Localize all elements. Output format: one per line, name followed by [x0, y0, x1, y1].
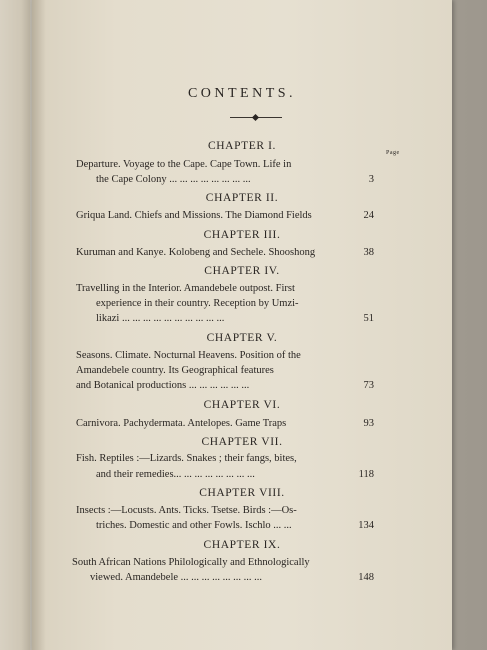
- page-number: 51: [363, 313, 374, 324]
- chapter-title: CHAPTER VII.: [201, 436, 283, 448]
- page-number: 38: [363, 247, 374, 258]
- entry-line: Kuruman and Kanye. Kolobeng and Sechele. Shooshong: [76, 247, 316, 258]
- chapter-title: CHAPTER II.: [205, 192, 279, 204]
- page-number: 3: [368, 174, 374, 185]
- chapter-title: CHAPTER VIII.: [199, 487, 285, 499]
- entry-line: Seasons. Climate. Nocturnal Heavens. Position of the: [76, 350, 301, 361]
- page-number: 73: [363, 380, 374, 391]
- entry-line: triches. Domestic and other Fowls. Ischlo ... ...: [96, 520, 292, 531]
- ornamental-rule-dot: [252, 114, 259, 121]
- entry-line: viewed. Amandebele ... ... ... ... ... ... ... ...: [90, 572, 263, 583]
- contents-heading: CONTENTS.: [187, 86, 297, 101]
- chapter-title: CHAPTER I.: [208, 140, 276, 152]
- book-page: [32, 0, 452, 650]
- chapter-title: CHAPTER III.: [203, 229, 281, 241]
- chapter-title: CHAPTER VI.: [203, 399, 281, 411]
- page-number: 93: [363, 418, 374, 429]
- entry-line: Amandebele country. Its Geographical features: [76, 365, 274, 376]
- page-number: 118: [358, 469, 374, 480]
- entry-line: and their remedies... ... ... ... ... ... ... ...: [96, 469, 255, 480]
- entry-line: South African Nations Philologically and Ethnologically: [72, 557, 310, 568]
- entry-line: the Cape Colony ... ... ... ... ... ... ... ...: [96, 174, 251, 185]
- entry-line: Carnivora. Pachydermata. Antelopes. Game Traps: [76, 418, 287, 429]
- chapter-title: CHAPTER V.: [206, 332, 278, 344]
- entry-line: experience in their country. Reception by Umzi-: [96, 298, 299, 309]
- chapter-title: CHAPTER IV.: [204, 265, 280, 277]
- entry-line: Travelling in the Interior. Amandebele outpost. First: [76, 283, 295, 294]
- entry-line: and Botanical productions ... ... ... ... ... ...: [76, 380, 250, 391]
- page-number: 134: [358, 520, 374, 531]
- chapter-title: CHAPTER IX.: [203, 539, 281, 551]
- entry-line: likazi ... ... ... ... ... ... ... ... ... ...: [96, 313, 225, 324]
- entry-line: Fish. Reptiles :—Lizards. Snakes ; their fangs, bites,: [76, 453, 297, 464]
- entry-line: Insects :—Locusts. Ants. Ticks. Tsetse. Birds :—Os-: [76, 505, 297, 516]
- page-number: 24: [363, 210, 374, 221]
- entry-line: Departure. Voyage to the Cape. Cape Town. Life in: [76, 159, 292, 170]
- page-column-label: Page: [386, 150, 400, 156]
- facing-page-edge: [0, 0, 30, 650]
- entry-line: Griqua Land. Chiefs and Missions. The Diamond Fields: [76, 210, 312, 221]
- page-number: 148: [358, 572, 374, 583]
